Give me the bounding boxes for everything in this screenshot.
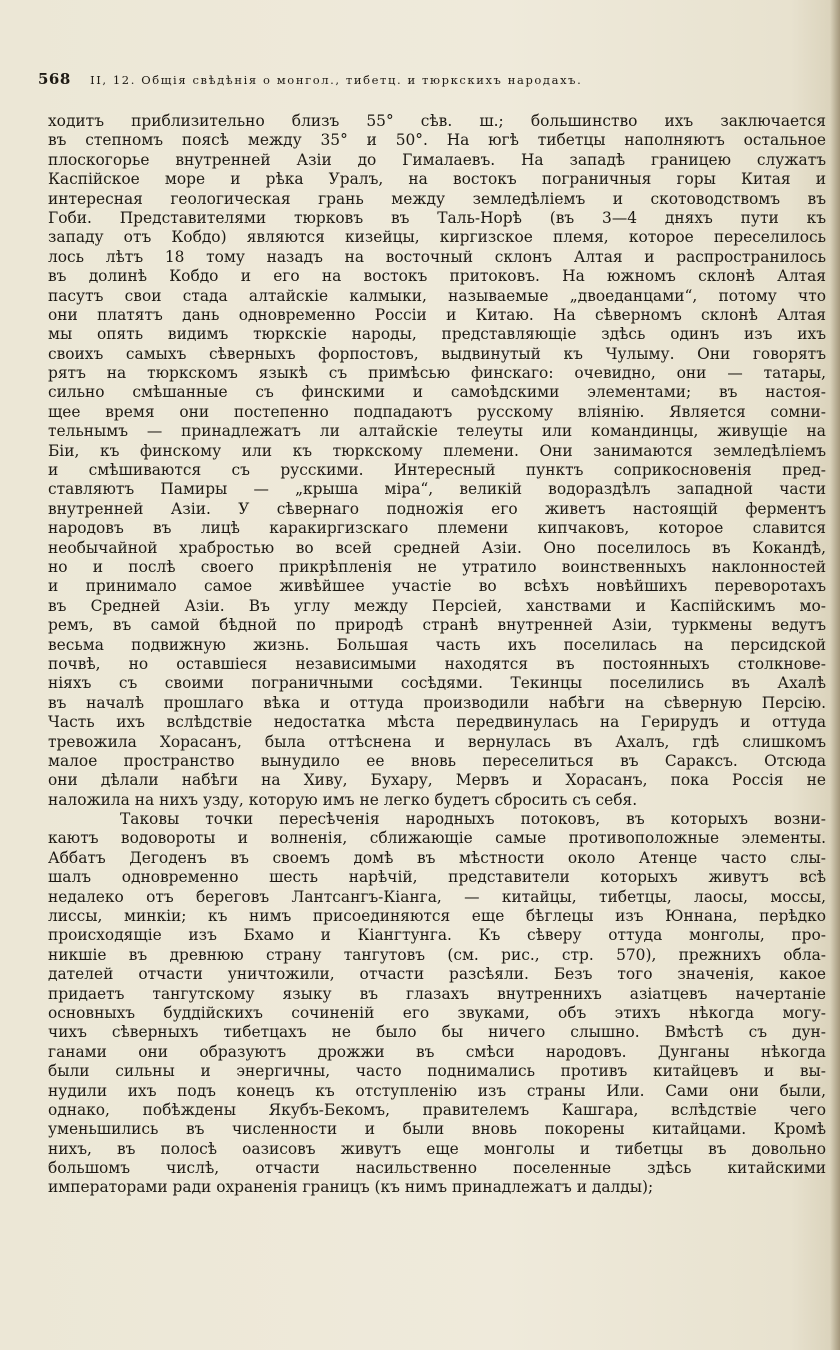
text-line: дателей отчасти уничтожили, отчасти разсѣяли. Безъ того значенія, какое	[48, 965, 826, 984]
text-line: весьма подвижную жизнь. Большая часть ихъ поселилась на персидской	[48, 635, 826, 654]
text-line: императорами ради охраненія границъ (къ нимъ принадлежатъ и далды);	[48, 1178, 654, 1197]
body-text	[48, 112, 826, 1198]
text-line: придаетъ тангутскому языку въ глазахъ внутреннихъ азіатцевъ начертаніе	[48, 984, 826, 1003]
text-line: народовъ въ лицѣ каракиргизскаго племени кипчаковъ, которое славится	[48, 519, 826, 538]
text-line: пасутъ свои стада алтайскіе калмыки, называемые „двоеданцами“, потому что	[48, 286, 826, 305]
text-line: чихъ сѣверныхъ тибетцахъ не было бы ничего слышно. Вмѣстѣ съ дун-	[48, 1023, 826, 1042]
text-line: лось лѣтъ 18 тому назадъ на восточный склонъ Алтая и распространилось	[48, 247, 826, 266]
text-line: внутренней Азіи. У сѣвернаго подножія его живетъ настоящій ферментъ	[48, 499, 826, 518]
text-line: мы опять видимъ тюркскіе народы, представляющіе здѣсь одинъ изъ ихъ	[48, 325, 826, 344]
running-header	[38, 70, 798, 88]
text-line: въ долинѣ Кобдо и его на востокъ притоковъ. На южномъ склонѣ Алтая	[48, 267, 826, 286]
text-line: большомъ числѣ, отчасти насильственно поселенные здѣсь китайскими	[48, 1159, 826, 1178]
text-line: тревожила Хорасанъ, была оттѣснена и вернулась въ Ахалъ, гдѣ слишкомъ	[48, 732, 826, 751]
text-line: недалеко отъ береговъ Лантсангъ-Кіанга, — китайцы, тибетцы, лаосы, моссы,	[48, 887, 826, 906]
text-line: ганами они образуютъ дрожжи въ смѣси народовъ. Дунганы нѣкогда	[48, 1042, 826, 1061]
text-line: сильно смѣшанные съ финскими и самоѣдскими элементами; въ настоя-	[48, 383, 826, 402]
text-line: нихъ, въ полосѣ оазисовъ живутъ еще монголы и тибетцы въ довольно	[48, 1139, 826, 1158]
text-line: Таковы точки пересѣченія народныхъ потоковъ, въ которыхъ возни-	[120, 810, 826, 829]
text-line: Гоби. Представителями тюрковъ въ Таль-Норѣ (въ 3—4 дняхъ пути къ	[48, 208, 826, 227]
page-number: 568	[38, 70, 71, 88]
text-line: ходитъ приблизительно близъ 55° сѣв. ш.; большинство ихъ заключается	[48, 112, 826, 130]
text-line: рятъ на тюркскомъ языкѣ съ примѣсью финскаго: очевидно, они — татары,	[48, 364, 826, 383]
text-line: уменьшились въ численности и были вновь покорены китайцами. Кромѣ	[48, 1120, 826, 1139]
text-line: и принимало самое живѣйшее участіе во всѣхъ новѣйшихъ переворотахъ	[48, 577, 826, 596]
text-line: происходящіе изъ Бхамо и Кіангтунга. Къ сѣверу оттуда монголы, про-	[48, 926, 826, 945]
text-line: лиссы, минкіи; къ нимъ присоединяются еще бѣглецы изъ Юннана, перѣдко	[48, 907, 826, 926]
text-line: Часть ихъ вслѣдствіе недостатка мѣста передвинулась на Герирудъ и оттуда	[48, 713, 826, 732]
text-line: они платятъ дань одновременно Россіи и Китаю. На сѣверномъ склонѣ Алтая	[48, 305, 826, 324]
text-line: малое пространство вынудило ее вновь переселиться въ Сараксъ. Отсюда	[48, 751, 826, 770]
text-line: необычайной храбростью во всей средней Азіи. Оно поселилось въ Кокандѣ,	[48, 538, 826, 557]
text-line: въ степномъ поясѣ между 35° и 50°. На югѣ тибетцы наполняютъ остальное	[48, 131, 826, 150]
text-line: тельнымъ — принадлежатъ ли алтайскіе телеуты или командинцы, живущіе на	[48, 422, 826, 441]
text-line: никшіе въ древнюю страну тангутовъ (см. рис., стр. 570), прежнихъ обла-	[48, 945, 826, 964]
text-line: и смѣшиваются съ русскими. Интересный пунктъ соприкосновенія пред-	[48, 461, 826, 480]
text-line: Аббатъ Дегоденъ въ своемъ домѣ въ мѣстности около Атенце часто слы-	[48, 848, 826, 867]
text-line: плоскогорье внутренней Азіи до Гималаевъ. На западѣ границею служатъ	[48, 150, 826, 169]
running-title: II, 12. Общія свѣдѣнія о монгол., тибетц. и тюркскихъ народахъ.	[90, 73, 583, 87]
text-line: основныхъ буддійскихъ сочиненій его звуками, объ этихъ нѣкогда могу-	[48, 1003, 826, 1022]
text-line: ніяхъ съ своими пограничными сосѣдями. Текинцы поселились въ Ахалѣ	[48, 674, 826, 693]
text-line: шалъ одновременно шесть нарѣчій, представители которыхъ живутъ всѣ	[48, 868, 826, 887]
text-line: были сильны и энергичны, часто поднимались противъ китайцевъ и вы-	[48, 1062, 826, 1081]
text-line: Каспійское море и рѣка Уралъ, на востокъ пограничныя горы Китая и	[48, 170, 826, 189]
text-line: щее время они постепенно подпадаютъ русскому вліянію. Является сомни-	[48, 402, 826, 421]
text-line: ставляютъ Памиры — „крыша міра“, великій водораздѣлъ западной части	[48, 480, 826, 499]
text-line: нудили ихъ подъ конецъ къ отступленію изъ страны Или. Сами они были,	[48, 1081, 826, 1100]
text-line: своихъ самыхъ сѣверныхъ форпостовъ, выдвинутый къ Чулыму. Они говорятъ	[48, 344, 826, 363]
text-line: почвѣ, но оставшіеся независимыми находятся въ постоянныхъ столкнове-	[48, 654, 826, 673]
text-line: западу отъ Кобдо) являются кизейцы, киргизское племя, которое переселилось	[48, 228, 826, 247]
text-line: они дѣлали набѣги на Хиву, Бухару, Мервъ и Хорасанъ, пока Россія не	[48, 771, 826, 790]
text-line: но и послѣ своего прикрѣпленія не утратило воинственныхъ наклонностей	[48, 557, 826, 576]
text-line: въ началѣ прошлаго вѣка и оттуда производили набѣги на сѣверную Персію.	[48, 693, 826, 712]
text-line: Біи, къ финскому или къ тюркскому племени. Они занимаются земледѣліемъ	[48, 441, 826, 460]
text-line: наложила на нихъ узду, которую имъ не легко будетъ сбросить съ себя.	[48, 790, 638, 809]
text-line: интересная геологическая грань между земледѣліемъ и скотоводствомъ въ	[48, 189, 826, 208]
text-line: однако, побѣждены Якубъ-Бекомъ, правителемъ Кашгара, вслѣдствіе чего	[48, 1100, 826, 1119]
text-line: въ Средней Азіи. Въ углу между Персіей, ханствами и Каспійскимъ мо-	[48, 596, 826, 615]
text-line: каютъ водовороты и волненія, сближающіе самые противоположные элементы.	[48, 829, 826, 848]
page-edge-shadow	[830, 0, 840, 1350]
text-line: ремъ, въ самой бѣдной по природѣ странѣ внутренней Азіи, туркмены ведутъ	[48, 616, 826, 635]
